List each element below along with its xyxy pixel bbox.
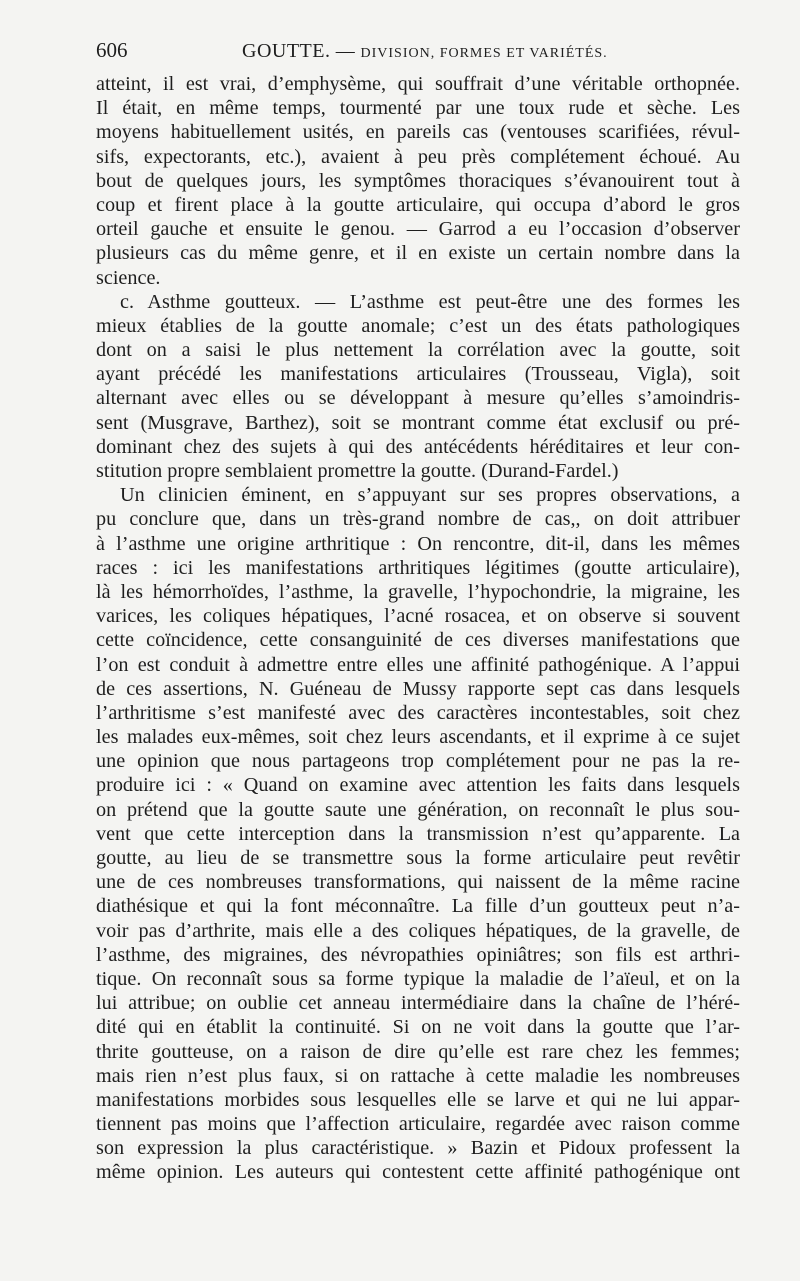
text-line: manifestations morbides sous lesquelles elle se larve et qui ne lui appar-	[96, 1088, 740, 1111]
text-line: à l’asthme une origine arthritique : On rencontre, dit-il, dans les mêmes	[96, 532, 740, 555]
text-line: stitution propre semblaient promettre la goutte. (Durand-Fardel.)	[96, 460, 619, 482]
text-line: races : ici les manifestations arthritiques légitimes (goutte articulaire),	[96, 556, 740, 579]
text-line: lui attribue; on oublie cet anneau intermédiaire dans la chaîne de l’héré-	[96, 992, 740, 1015]
running-title	[242, 40, 608, 63]
text-line: produire ici : « Quand on examine avec attention les faits dans lesquels	[96, 774, 740, 797]
page-number: 606	[96, 38, 128, 62]
text-line: l’arthritisme s’est manifesté avec des caractères incontestables, soit chez	[96, 701, 740, 724]
text-line: plusieurs cas du même genre, et il en existe un certain nombre dans la	[96, 242, 740, 265]
text-line: l’on est conduit à admettre entre elles une affinité pathogénique. A l’appui	[96, 653, 740, 676]
text-line: alternant avec elles ou se développant à mesure qu’elles s’amoindris-	[96, 387, 740, 410]
running-header	[96, 34, 746, 64]
text-line: dominant chez des sujets à qui des antécédents héréditaires et leur con-	[96, 435, 740, 458]
section-subtitle: DIVISION, FORMES ET VARIÉTÉS.	[360, 46, 608, 61]
text-line: dité qui en établit la continuité. Si on ne voit dans la goutte que l’ar-	[96, 1016, 740, 1039]
text-line: moyens habituellement usités, en pareils cas (ventouses scarifiées, révul-	[96, 121, 740, 144]
text-line: une de ces nombreuses transformations, qui naissent de la même racine	[96, 871, 740, 894]
text-line: on prétend que la goutte saute une génération, on reconnaît le plus sou-	[96, 798, 740, 821]
text-line: science.	[96, 266, 161, 289]
text-line: dont on a saisi le plus nettement la corrélation avec la goutte, soit	[96, 339, 740, 362]
text-line: mais rien n’est plus faux, si on rattache à cette maladie les nombreuses	[96, 1064, 740, 1087]
text-line: goutte, au lieu de se transmettre sous la forme articulaire peut revêtir	[96, 847, 740, 869]
body-text	[96, 72, 740, 1185]
text-line: thrite goutteuse, on a raison de dire qu’elle est rare chez les femmes;	[96, 1040, 740, 1063]
text-line: là les hémorrhoïdes, l’asthme, la gravelle, l’hypochondrie, la migraine, les	[96, 580, 740, 603]
text-line: cette coïncidence, cette consanguinité de ces diverses manifestations que	[96, 629, 740, 652]
text-line: son expression la plus caractéristique. » Bazin et Pidoux professent la	[96, 1137, 740, 1160]
text-line: varices, les coliques hépatiques, l’acné rosacea, et on observe si souvent	[96, 605, 740, 628]
text-line: ayant précédé les manifestations articulaires (Trousseau, Vigla), soit	[96, 363, 740, 386]
text-line: orteil gauche et ensuite le genou. — Garrod a eu l’occasion d’observer	[96, 218, 740, 241]
text-line: même opinion. Les auteurs qui contestent cette affinité pathogénique ont	[96, 1161, 740, 1184]
text-line: c. Asthme goutteux. — L’asthme est peut-être une des formes les	[120, 290, 740, 313]
text-line: les malades eux-mêmes, soit chez leurs ascendants, et il exprime à ce sujet	[96, 726, 740, 749]
text-line: atteint, il est vrai, d’emphysème, qui souffrait d’une véritable orthopnée.	[96, 73, 740, 95]
text-line: diathésique et qui la font méconnaître. La fille d’un goutteux peut n’a-	[96, 895, 740, 918]
text-line: coup et firent place à la goutte articulaire, qui occupa d’abord le gros	[96, 193, 740, 216]
text-line: sent (Musgrave, Barthez), soit se montrant comme état exclusif ou pré-	[96, 411, 740, 434]
text-line: de ces assertions, N. Guéneau de Mussy rapporte sept cas dans lesquels	[96, 677, 740, 700]
text-line: sifs, expectorants, etc.), avaient à peu près complétement échoué. Au	[96, 145, 740, 168]
text-line: pu conclure que, dans un très-grand nombre de cas,, on doit attribuer	[96, 508, 740, 531]
text-line: mieux établies de la goutte anomale; c’est un des états pathologiques	[96, 314, 740, 337]
text-line: l’asthme, des migraines, des névropathies opiniâtres; son fils est arthri-	[96, 943, 740, 966]
text-line: tique. On reconnaît sous sa forme typique la maladie de l’aïeul, et on la	[96, 967, 740, 990]
text-line: vent que cette interception dans la transmission n’est qu’apparente. La	[96, 822, 740, 845]
text-line: voir pas d’arthrite, mais elle a des coliques hépatiques, de la gravelle, de	[96, 919, 740, 942]
title-separator: —	[335, 41, 356, 62]
text-line: Un clinicien éminent, en s’appuyant sur ses propres observations, a	[120, 484, 740, 507]
text-line: une opinion que nous partageons trop complétement pour ne pas la re-	[96, 750, 740, 773]
text-line: Il était, en même temps, tourmenté par une toux rude et sèche. Les	[96, 97, 740, 120]
chapter-title: GOUTTE.	[242, 40, 331, 62]
text-line: tiennent pas moins que l’affection articulaire, regardée avec raison comme	[96, 1113, 740, 1136]
text-line: bout de quelques jours, les symptômes thoraciques s’évanouirent tout à	[96, 169, 740, 192]
